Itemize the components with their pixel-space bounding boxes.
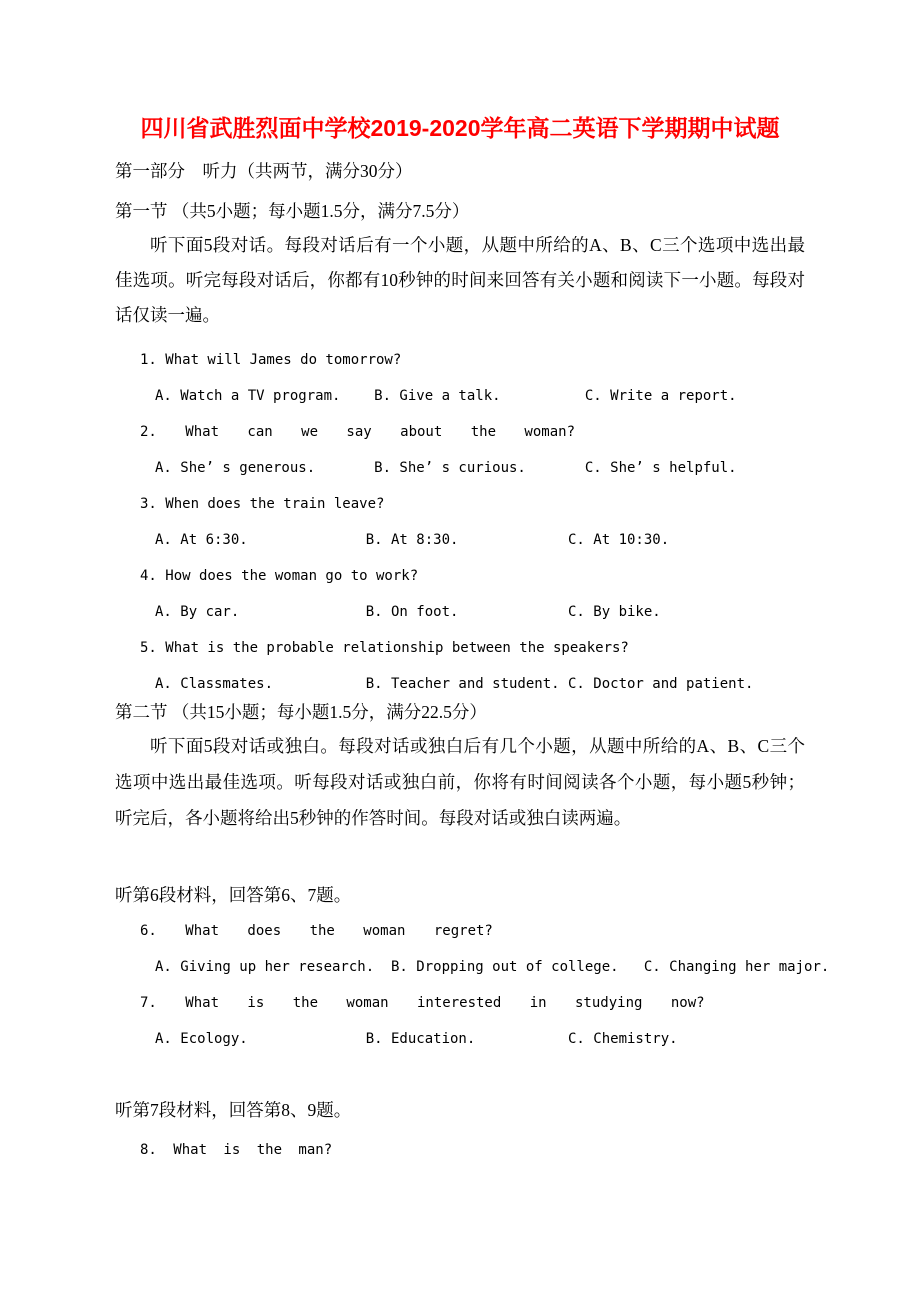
question-4-options: A. By car. B. On foot. C. By bike. xyxy=(155,604,661,620)
question-5-options: A. Classmates. B. Teacher and student. C. Doctor and patient. xyxy=(155,676,754,692)
question-1-options: A. Watch a TV program. B. Give a talk. C. Write a report. xyxy=(155,388,737,404)
section2-heading: 第二节 （共15小题；每小题1.5分，满分22.5分） xyxy=(115,702,487,722)
question-3-options: A. At 6:30. B. At 8:30. C. At 10:30. xyxy=(155,532,670,548)
question-4-text: 4. How does the woman go to work? xyxy=(140,568,419,584)
question-2-text: 2. What can we say about the woman? xyxy=(140,424,576,440)
material-6-questions xyxy=(115,913,830,1057)
question-5-text: 5. What is the probable relationship between the speakers? xyxy=(140,640,629,656)
section1-questions xyxy=(115,342,805,702)
question-2-options: A. She’ s generous. B. She’ s curious. C. She’ s helpful. xyxy=(155,460,737,476)
material-6-lead: 听第6段材料，回答第6、7题。 xyxy=(115,885,352,905)
question-7-options: A. Ecology. B. Education. C. Chemistry. xyxy=(155,1031,678,1047)
material-7-lead: 听第7段材料，回答第8、9题。 xyxy=(115,1100,352,1120)
section1-instructions: 听下面5段对话。每段对话后有一个小题，从题中所给的A、B、C三个选项中选出最佳选项。听完每段对话后，你都有10秒钟的时间来回答有关小题和阅读下一小题。每段对话仅读一遍。 xyxy=(115,235,805,325)
section2-instructions: 听下面5段对话或独白。每段对话或独白后有几个小题，从题中所给的A、B、C三个选项中选出最佳选项。听每段对话或独白前，你将有时间阅读各个小题，每小题5秒钟；听完后，各小题将给出5秒钟的作答时间。每段对话或独白读两遍。 xyxy=(115,736,805,828)
question-1-text: 1. What will James do tomorrow? xyxy=(140,352,402,368)
question-6-options: A. Giving up her research. B. Dropping out of college. C. Changing her major. xyxy=(155,959,830,975)
section1-heading: 第一节 （共5小题；每小题1.5分，满分7.5分） xyxy=(115,201,470,221)
question-7-text: 7. What is the woman interested in studying now? xyxy=(140,995,705,1011)
document-title: 四川省武胜烈面中学校2019-2020学年高二英语下学期期中试题 xyxy=(140,115,780,141)
question-6-text: 6. What does the woman regret? xyxy=(140,923,493,939)
question-3-text: 3. When does the train leave? xyxy=(140,496,385,512)
part1-heading: 第一部分 听力（共两节，满分30分） xyxy=(115,161,413,181)
question-8-text: 8. What is the man? xyxy=(140,1142,333,1158)
